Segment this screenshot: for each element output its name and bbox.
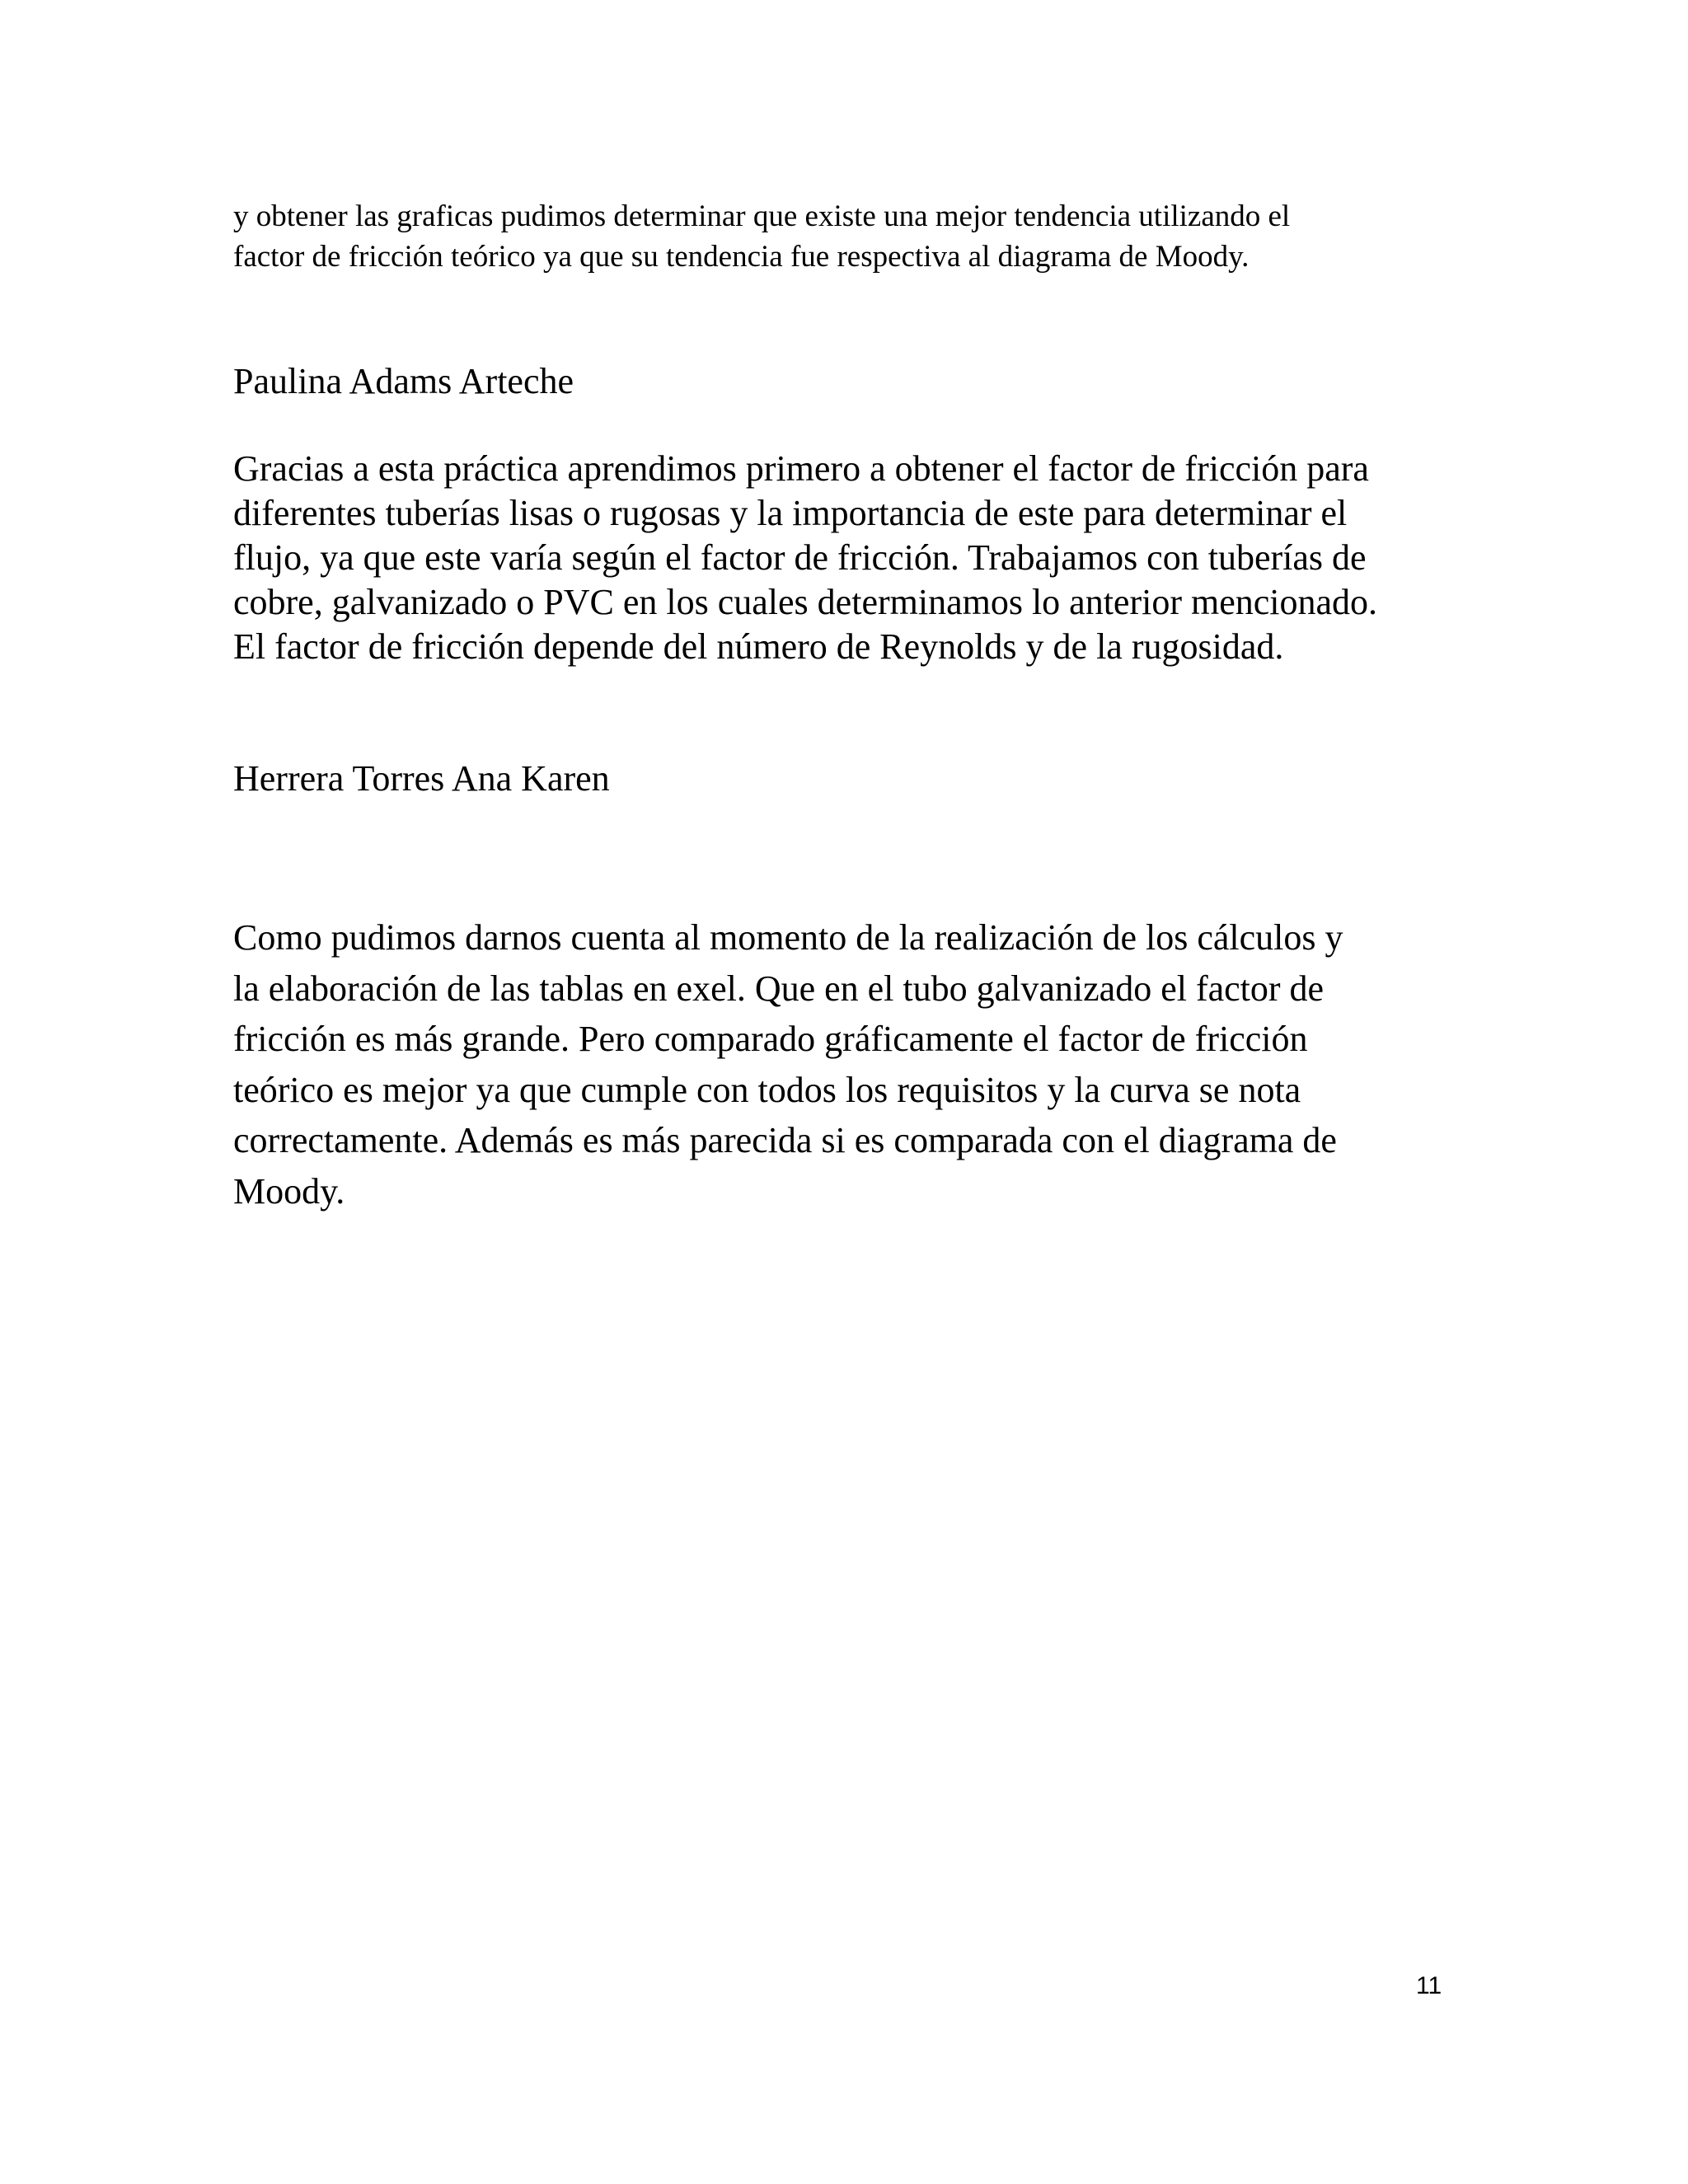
author-name: Herrera Torres Ana Karen — [233, 758, 610, 799]
paragraph-line: Moody. — [233, 1170, 345, 1212]
page-number: 11 — [1416, 1972, 1442, 1999]
paragraph-line: correctamente. Además es más parecida si es comparada con el diagrama de — [233, 1120, 1337, 1160]
paragraph-line: Como pudimos darnos cuenta al momento de la realización de los cálculos y — [233, 917, 1343, 958]
intro-paragraph — [233, 196, 1290, 277]
paragraph-line: El factor de fricción depende del número de Reynolds y de la rugosidad. — [233, 626, 1284, 667]
paragraph-line: factor de fricción teórico ya que su tendencia fue respectiva al diagrama de Moody. — [233, 240, 1250, 274]
paragraph-line: y obtener las graficas pudimos determinar que existe una mejor tendencia utilizando el — [233, 199, 1291, 233]
paragraph-line: Gracias a esta práctica aprendimos primero a obtener el factor de fricción para — [233, 448, 1369, 489]
paragraph-line: diferentes tuberías lisas o rugosas y la importancia de este para determinar el — [233, 493, 1348, 533]
paragraph-line: flujo, ya que este varía según el factor de fricción. Trabajamos con tuberías de — [233, 537, 1367, 578]
paragraph-line: cobre, galvanizado o PVC en los cuales determinamos lo anterior mencionado. — [233, 582, 1378, 622]
paragraph-line: fricción es más grande. Pero comparado gráficamente el factor de fricción — [233, 1019, 1308, 1059]
paragraph-line: teórico es mejor ya que cumple con todos los requisitos y la curva se nota — [233, 1069, 1301, 1110]
paragraph-line: la elaboración de las tablas en exel. Que en el tubo galvanizado el factor de — [233, 968, 1325, 1009]
conclusion-paragraph — [233, 447, 1377, 669]
conclusion-paragraph — [233, 912, 1343, 1216]
author-name: Paulina Adams Arteche — [233, 361, 574, 401]
